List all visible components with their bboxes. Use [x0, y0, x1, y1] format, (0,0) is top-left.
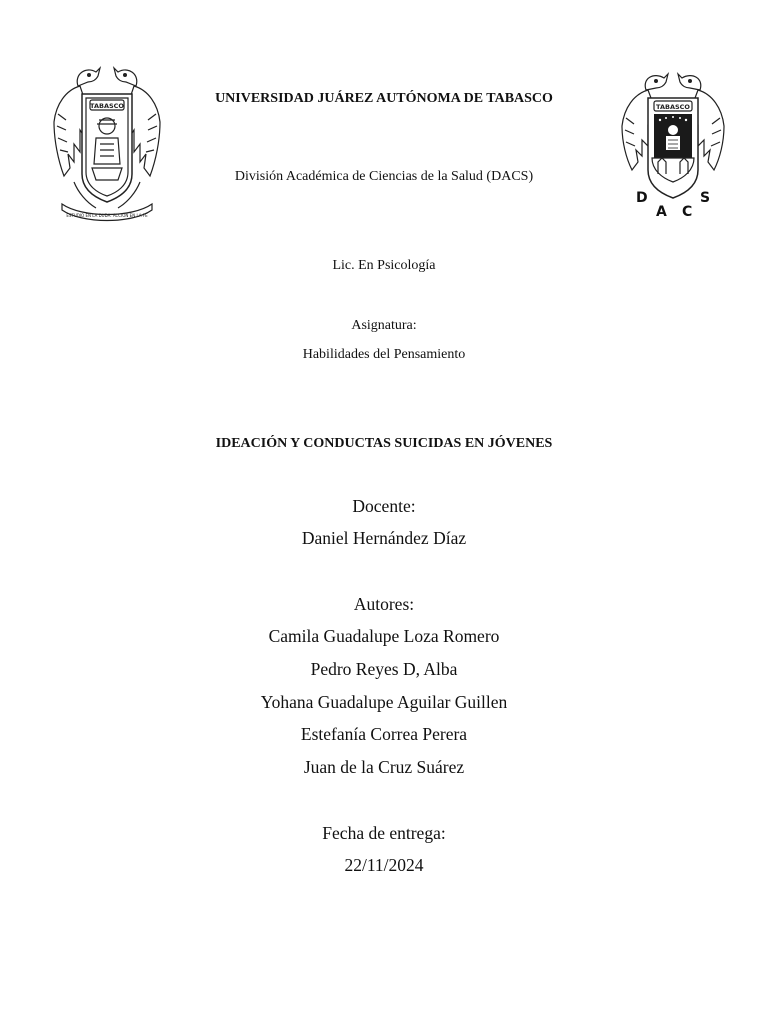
svg-text:TABASCO: TABASCO: [656, 103, 690, 111]
svg-text:TABASCO: TABASCO: [90, 102, 124, 110]
division-name: División Académica de Ciencias de la Salud (DACS): [234, 169, 534, 184]
author-name: Juan de la Cruz Suárez: [303, 757, 465, 777]
subject-name: Habilidades del Pensamiento: [302, 347, 466, 362]
ujat-eagle-emblem-icon: [52, 64, 162, 222]
author-name: Estefanía Correa Perera: [300, 724, 468, 744]
university-name: UNIVERSIDAD JUÁREZ AUTÓNOMA DE TABASCO: [215, 91, 553, 106]
teacher-label: Docente:: [352, 496, 416, 516]
teacher-name: Daniel Hernández Díaz: [301, 528, 467, 548]
author-name: Pedro Reyes D, Alba: [310, 659, 458, 679]
svg-text:S: S: [700, 190, 711, 206]
subject-label: Asignatura:: [351, 318, 417, 333]
svg-text:ESTUDIO EN LA DUDA. ACCIÓN EN: ESTUDIO EN LA DUDA. ACCIÓN EN LA FE: [66, 213, 148, 218]
delivery-date-label: Fecha de entrega:: [322, 823, 446, 843]
authors-label: Autores:: [353, 594, 415, 614]
svg-text:D: D: [636, 190, 648, 206]
svg-text:C: C: [682, 204, 693, 220]
author-name: Camila Guadalupe Loza Romero: [268, 626, 500, 646]
program-name: Lic. En Psicología: [332, 258, 436, 273]
author-name: Yohana Guadalupe Aguilar Guillen: [260, 692, 508, 712]
document-title: IDEACIÓN Y CONDUCTAS SUICIDAS EN JÓVENES: [215, 436, 553, 451]
delivery-date: 22/11/2024: [344, 855, 424, 875]
svg-text:A: A: [656, 204, 667, 220]
